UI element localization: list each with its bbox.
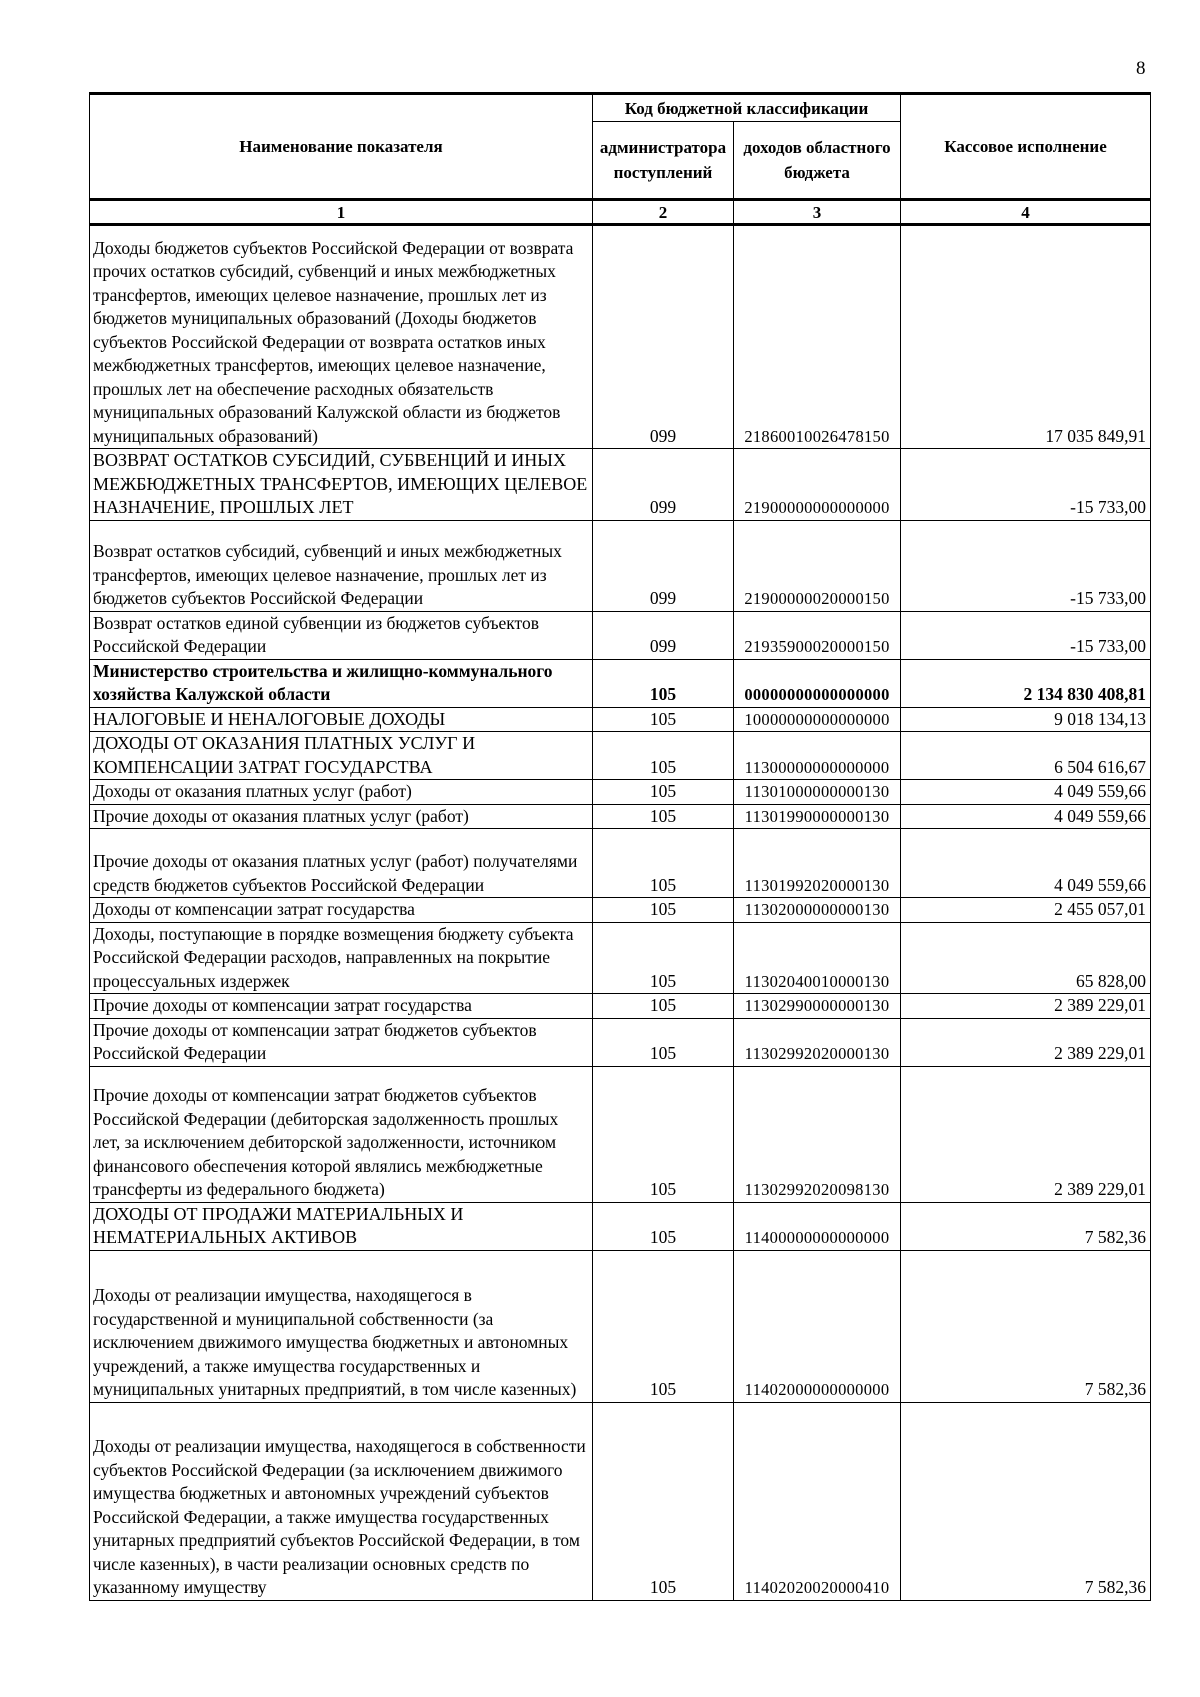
row-name: ДОХОДЫ ОТ ПРОДАЖИ МАТЕРИАЛЬНЫХ И НЕМАТЕРИАЛЬНЫХ АКТИВОВ — [90, 1202, 593, 1250]
row-code: 11301000000000130 — [734, 780, 901, 805]
table-row — [90, 1202, 1151, 1250]
row-code: 10000000000000000 — [734, 707, 901, 732]
header-number-3: 3 — [734, 200, 901, 225]
row-admin: 105 — [593, 1202, 734, 1250]
row-amount: 2 134 830 408,81 — [901, 659, 1151, 707]
row-amount: 65 828,00 — [901, 922, 1151, 994]
row-amount: 2 389 229,01 — [901, 1066, 1151, 1202]
row-name: Доходы, поступающие в порядке возмещения бюджету субъекта Российской Федерации расходов, направленных на покрытие процессуальных издержек — [90, 922, 593, 994]
row-admin: 105 — [593, 732, 734, 780]
row-amount: 2 389 229,01 — [901, 994, 1151, 1019]
row-code: 11300000000000000 — [734, 732, 901, 780]
row-name: Возврат остатков единой субвенции из бюджетов субъектов Российской Федерации — [90, 611, 593, 659]
row-name: Прочие доходы от оказания платных услуг (работ) — [90, 804, 593, 829]
row-admin: 105 — [593, 994, 734, 1019]
table-row — [90, 922, 1151, 994]
header-code: доходов областного бюджета — [734, 122, 901, 200]
row-name: Прочие доходы от оказания платных услуг (работ) получателями средств бюджетов субъектов Российской Федерации — [90, 829, 593, 898]
row-admin: 105 — [593, 1402, 734, 1600]
header-number-2: 2 — [593, 200, 734, 225]
row-admin: 105 — [593, 1066, 734, 1202]
table-row — [90, 732, 1151, 780]
row-admin: 105 — [593, 922, 734, 994]
row-admin: 105 — [593, 659, 734, 707]
row-name: ДОХОДЫ ОТ ОКАЗАНИЯ ПЛАТНЫХ УСЛУГ И КОМПЕНСАЦИИ ЗАТРАТ ГОСУДАРСТВА — [90, 732, 593, 780]
table-row — [90, 1066, 1151, 1202]
row-amount: 7 582,36 — [901, 1402, 1151, 1600]
row-amount: 7 582,36 — [901, 1202, 1151, 1250]
header-amount: Кассовое исполнение — [901, 94, 1151, 200]
header-number-1: 1 — [90, 200, 593, 225]
row-code: 21935900020000150 — [734, 611, 901, 659]
table-row — [90, 449, 1151, 521]
row-admin: 105 — [593, 707, 734, 732]
row-name: ВОЗВРАТ ОСТАТКОВ СУБСИДИЙ, СУБВЕНЦИЙ И ИНЫХ МЕЖБЮДЖЕТНЫХ ТРАНСФЕРТОВ, ИМЕЮЩИХ ЦЕЛЕВОЕ НАЗНАЧЕНИЕ, ПРОШЛЫХ ЛЕТ — [90, 449, 593, 521]
table-row — [90, 780, 1151, 805]
row-name: Возврат остатков субсидий, субвенций и иных межбюджетных трансфертов, имеющих целевое назначение, прошлых лет из бюджетов субъектов Российской Федерации — [90, 520, 593, 611]
header-admin: администратора поступлений — [593, 122, 734, 200]
row-amount: 4 049 559,66 — [901, 804, 1151, 829]
row-code: 11402000000000000 — [734, 1250, 901, 1402]
row-admin: 099 — [593, 520, 734, 611]
row-code: 21900000000000000 — [734, 449, 901, 521]
row-name: Доходы от оказания платных услуг (работ) — [90, 780, 593, 805]
row-amount: 2 455 057,01 — [901, 898, 1151, 923]
row-amount: 7 582,36 — [901, 1250, 1151, 1402]
row-admin: 105 — [593, 1250, 734, 1402]
row-name: Министерство строительства и жилищно-коммунального хозяйства Калужской области — [90, 659, 593, 707]
row-name: Прочие доходы от компенсации затрат государства — [90, 994, 593, 1019]
page-number: 8 — [1136, 58, 1146, 79]
row-admin: 099 — [593, 611, 734, 659]
header-budget-code-group: Код бюджетной классификации — [593, 94, 901, 122]
table-row — [90, 1018, 1151, 1066]
row-amount: 2 389 229,01 — [901, 1018, 1151, 1066]
table-row — [90, 994, 1151, 1019]
table-row — [90, 659, 1151, 707]
table-row — [90, 1250, 1151, 1402]
row-code: 00000000000000000 — [734, 659, 901, 707]
row-admin: 099 — [593, 225, 734, 449]
header-number-4: 4 — [901, 200, 1151, 225]
row-amount: 6 504 616,67 — [901, 732, 1151, 780]
header-name: Наименование показателя — [90, 94, 593, 200]
row-code: 21860010026478150 — [734, 225, 901, 449]
row-admin: 099 — [593, 449, 734, 521]
row-name: Доходы бюджетов субъектов Российской Федерации от возврата прочих остатков субсидий, субвенций и иных межбюджетных трансфертов, имеющих целевое назначение, прошлых лет из бюджетов муниципальных образований (Доходы бюджетов субъектов Российской Федерации от возврата остатков иных межбюджетных трансфертов, имеющих целевое назначение, прошлых лет на обеспечение расходных обязательств муниципальных образований Калужской области из бюджетов муниципальных образований) — [90, 225, 593, 449]
row-name: Прочие доходы от компенсации затрат бюджетов субъектов Российской Федерации — [90, 1018, 593, 1066]
row-amount: 4 049 559,66 — [901, 829, 1151, 898]
row-code: 11301990000000130 — [734, 804, 901, 829]
row-code: 11302990000000130 — [734, 994, 901, 1019]
row-amount: 9 018 134,13 — [901, 707, 1151, 732]
row-code: 11402020020000410 — [734, 1402, 901, 1600]
table-row — [90, 707, 1151, 732]
row-code: 11302992020098130 — [734, 1066, 901, 1202]
row-code: 11302000000000130 — [734, 898, 901, 923]
table-row — [90, 225, 1151, 449]
row-amount: -15 733,00 — [901, 449, 1151, 521]
row-amount: 4 049 559,66 — [901, 780, 1151, 805]
table-row — [90, 611, 1151, 659]
row-code: 11302040010000130 — [734, 922, 901, 994]
row-name: НАЛОГОВЫЕ И НЕНАЛОГОВЫЕ ДОХОДЫ — [90, 707, 593, 732]
row-name: Прочие доходы от компенсации затрат бюджетов субъектов Российской Федерации (дебиторская задолженность прошлых лет, за исключением дебиторской задолженности, источником финансового обеспечения которой являлись межбюджетные трансферты из федерального бюджета) — [90, 1066, 593, 1202]
table-row — [90, 520, 1151, 611]
table-row — [90, 1402, 1151, 1600]
row-admin: 105 — [593, 898, 734, 923]
row-code: 11302992020000130 — [734, 1018, 901, 1066]
row-admin: 105 — [593, 1018, 734, 1066]
row-amount: -15 733,00 — [901, 611, 1151, 659]
table-row — [90, 898, 1151, 923]
row-admin: 105 — [593, 829, 734, 898]
row-amount: 17 035 849,91 — [901, 225, 1151, 449]
row-name: Доходы от реализации имущества, находящегося в государственной и муниципальной собственности (за исключением движимого имущества бюджетных и автономных учреждений, а также имущества государственных и муниципальных унитарных предприятий, в том числе казенных) — [90, 1250, 593, 1402]
row-code: 11400000000000000 — [734, 1202, 901, 1250]
row-code: 11301992020000130 — [734, 829, 901, 898]
row-amount: -15 733,00 — [901, 520, 1151, 611]
row-name: Доходы от реализации имущества, находящегося в собственности субъектов Российской Федерации (за исключением движимого имущества бюджетных и автономных учреждений субъектов Российской Федерации, а также имущества государственных унитарных предприятий субъектов Российской Федерации, в том числе казенных), в части реализации основных средств по указанному имуществу — [90, 1402, 593, 1600]
table-row — [90, 829, 1151, 898]
budget-revenue-table — [89, 92, 1151, 1601]
row-admin: 105 — [593, 804, 734, 829]
table-row — [90, 804, 1151, 829]
row-name: Доходы от компенсации затрат государства — [90, 898, 593, 923]
row-admin: 105 — [593, 780, 734, 805]
row-code: 21900000020000150 — [734, 520, 901, 611]
